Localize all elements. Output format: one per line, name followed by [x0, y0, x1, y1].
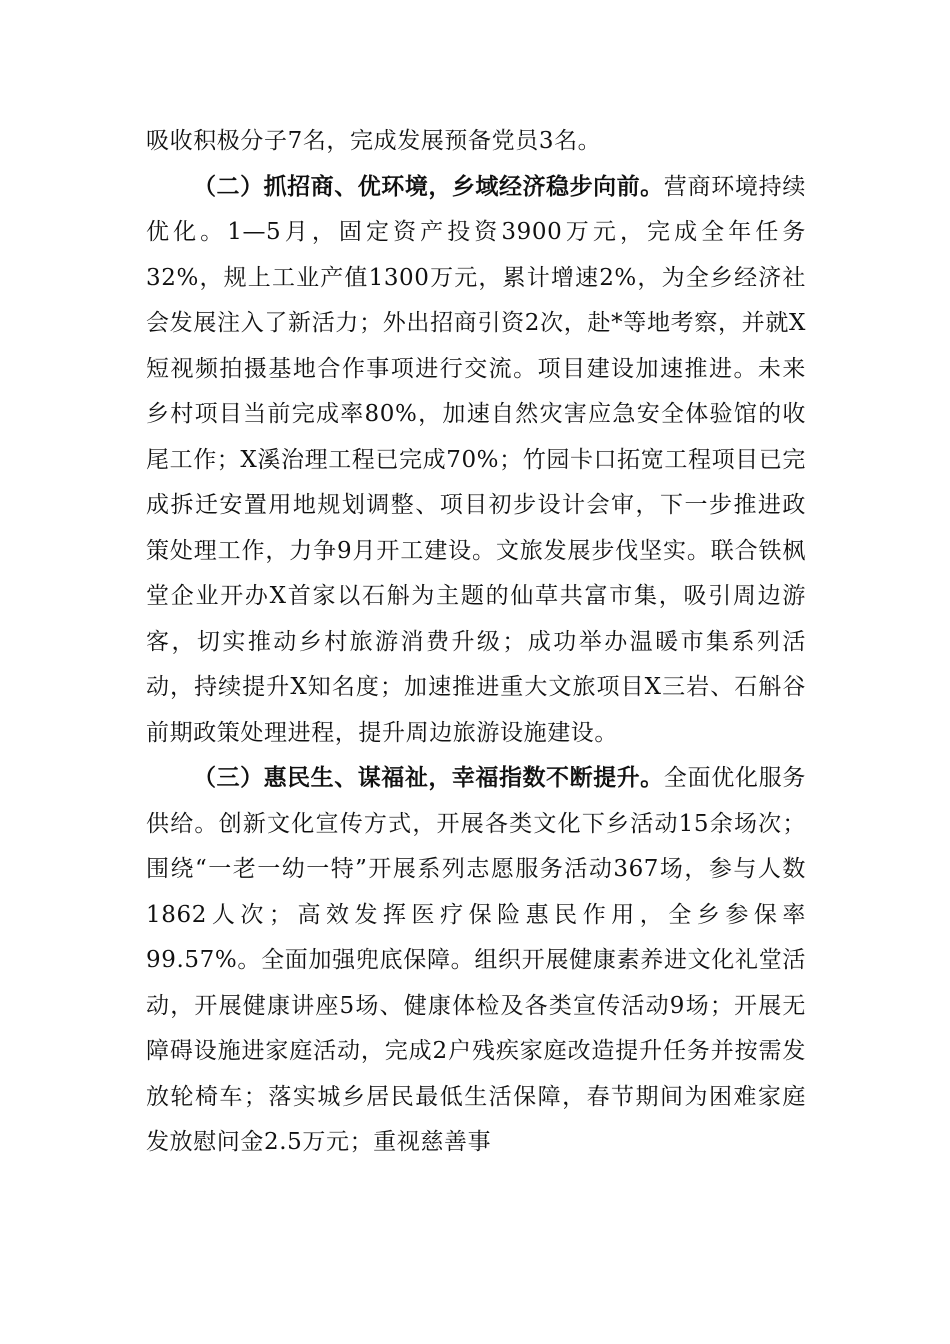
paragraph-economy: [146, 165, 806, 757]
paragraph-livelihood: [146, 756, 806, 1166]
paragraph-body-livelihood: 全面优化服务供给。创新文化宣传方式，开展各类文化下乡活动15余场次；围绕“一老一幼一特”开展系列志愿服务活动367场，参与人数1862人次；高效发挥医疗保险惠民作用，全乡参保率99.57%。全面加强兜底保障。组织开展健康素养进文化礼堂活动，开展健康讲座5场、健康体检及各类宣传活动9场；开展无障碍设施进家庭活动，完成2户残疾家庭改造提升任务并按需发放轮椅车；落实城乡居民最低生活保障，春节期间为困难家庭发放慰问金2.5万元；重视慈善事: [146, 765, 806, 1155]
section-heading-economy: （二）抓招商、优环境，乡域经济稳步向前。: [193, 173, 664, 200]
paragraph-body-economy: 营商环境持续优化。1—5月，固定资产投资3900万元，完成全年任务32%，规上工业产值1300万元，累计增速2%，为全乡经济社会发展注入了新活力；外出招商引资2次，赴*等地考察，并就X短视频拍摄基地合作事项进行交流。项目建设加速推进。未来乡村项目当前完成率80%，加速自然灾害应急安全体验馆的收尾工作；X溪治理工程已完成70%；竹园卡口拓宽工程项目已完成拆迁安置用地规划调整、项目初步设计会审，下一步推进政策处理工作，力争9月开工建设。文旅发展步伐坚实。联合铁枫堂企业开办X首家以石斛为主题的仙草共富市集，吸引周边游客，切实推动乡村旅游消费升级；成功举办温暖市集系列活动，持续提升X知名度；加速推进重大文旅项目X三岩、石斛谷前期政策处理进程，提升周边旅游设施建设。: [146, 173, 806, 746]
document-page: [146, 119, 806, 1166]
paragraph-party-members: [146, 119, 806, 165]
section-heading-livelihood: （三）惠民生、谋福祉，幸福指数不断提升。: [193, 765, 664, 791]
paragraph-text: 吸收积极分子7名，完成发展预备党员3名。: [146, 128, 602, 154]
